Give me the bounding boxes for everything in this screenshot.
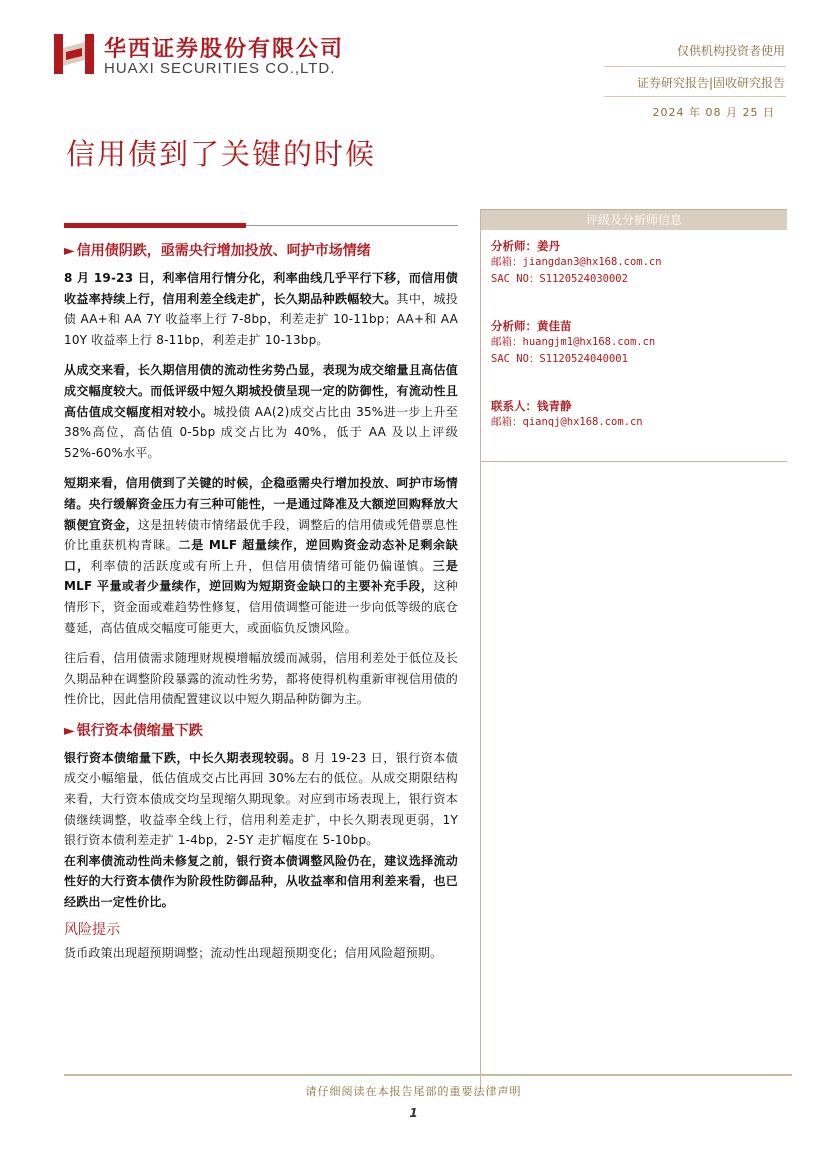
huaxi-logo-icon xyxy=(54,34,94,74)
header-divider xyxy=(604,96,786,97)
institutional-only-label: 仅供机构投资者使用 xyxy=(676,44,785,58)
report-title: 信用债到了关键的时候 xyxy=(66,137,377,171)
analyst-sac: SAC NO：S1120524040001 xyxy=(491,353,628,365)
company-name-en: HUAXI SECURITIES CO.,LTD. xyxy=(104,60,336,77)
arrow-right-icon: ► xyxy=(64,243,75,259)
contact-email[interactable]: 邮箱：qianqj@hx168.com.cn xyxy=(491,416,643,428)
analyst-email[interactable]: 邮箱：jiangdan3@hx168.com.cn xyxy=(491,256,662,268)
analyst-card xyxy=(481,238,787,288)
analyst-name: 分析师：黄佳苗 xyxy=(491,319,572,333)
report-date: 2024 年 08 月 25 日 xyxy=(652,106,775,119)
main-content xyxy=(64,240,458,973)
header-divider xyxy=(604,66,786,67)
page-number: 1 xyxy=(409,1106,418,1120)
risk-section xyxy=(64,919,458,964)
analyst-card xyxy=(481,318,787,368)
sidebar-divider xyxy=(481,461,787,462)
company-name-cn: 华西证券股份有限公司 xyxy=(104,37,345,62)
accent-bar xyxy=(64,223,246,228)
section-liquidity xyxy=(64,240,458,710)
section-heading: ► 银行资本债缩量下跌 xyxy=(64,722,203,739)
risk-heading: 风险提示 xyxy=(64,921,120,938)
section-bank-capital xyxy=(64,720,458,913)
paragraph: 从成交来看，长久期信用债的流动性劣势凸显，表现为成交缩量且高估值成交幅度较大。而低评级中短久期城投债呈现一定的防御性，有流动性且高估值成交幅度相对较小。城投债 AA(2)成交占比由 35%进一步上升至 38%高位，高估值 0-5bp 成交占比为 40%，低于 AA 及以上评级 52%-60%水平。 xyxy=(64,363,459,460)
legal-notice: 请仔细阅读在本报告尾部的重要法律声明 xyxy=(305,1085,522,1098)
paragraph: 往后看，信用债需求随理财规模增幅放缓而减弱，信用利差处于低位及长久期品种在调整阶段暴露的流动性劣势，都将使得机构重新审视信用债的性价比，因此信用债配置建议以中短久期品种防御为主。 xyxy=(64,651,458,707)
analyst-sidebar xyxy=(480,209,787,1089)
paragraph: 短期来看，信用债到了关键的时候，企稳亟需央行增加投放、呵护市场情绪。央行缓解资金压力有三种可能性，一是通过降准及大额逆回购释放大额便宜资金，这是扭转债市情绪最优手段，调整后的信用债或凭借票息性价比重获机构青睐。二是 MLF 超量续作，逆回购资金动态补足剩余缺口，利率债的活跃度或有所上升，但信用债情绪可能仍偏谨慎。三是 MLF 平量或者少量续作，逆回购为短期资金缺口的主要补充手段，这种情形下，资金面或难趋势性修复，信用债调整可能进一步向低等级的底仓蔓延，高估值成交幅度可能更大，或面临负反馈风险。 xyxy=(64,476,459,635)
report-type-label: 证券研究报告|固收研究报告 xyxy=(636,76,785,90)
analyst-email[interactable]: 邮箱：huangjm1@hx168.com.cn xyxy=(491,336,656,348)
analyst-name: 分析师：姜丹 xyxy=(491,239,560,253)
section-heading: ► 信用债阴跌，亟需央行增加投放、呵护市场情绪 xyxy=(64,243,371,259)
title-divider xyxy=(246,225,458,226)
sidebar-title: 评级及分析师信息 xyxy=(481,209,787,230)
contact-name: 联系人：钱青静 xyxy=(491,399,572,413)
risk-text: 货币政策出现超预期调整；流动性出现超预期变化；信用风险超预期。 xyxy=(64,945,443,960)
footer-divider xyxy=(64,1074,792,1076)
paragraph: 银行资本债缩量下跌，中长久期表现较弱。8 月 19-23 日，银行资本债成交小幅缩量，低估值成交占比再回 30%左右的低位。从成交期限结构来看，大行资本债成交均呈现缩久期现象。对应到市场表现上，银行资本债继续调整，收益率全线上行，信用利差走扩，中长久期表现更弱，1Y 银行资本债利差走扩 1-4bp，2-5Y 走扩幅度在 5-10bp。 xyxy=(64,750,458,848)
paragraph: 在利率债流动性尚未修复之前，银行资本债调整风险仍在，建议选择流动性好的大行资本债作为阶段性防御品种，从收益率和信用利差来看，也已经跌出一定性价比。 xyxy=(64,853,458,910)
paragraph: 8 月 19-23 日，利率信用行情分化，利率曲线几乎平行下移，而信用债收益率持续上行，信用利差全线走扩，长久期品种跌幅较大。其中，城投债 AA+和 AA 7Y 收益率上行 7-8bp，利差走扩 10-11bp；AA+和 AA 10Y 收益率上行 8-11bp，利差走扩 10-13bp。 xyxy=(64,271,458,347)
contact-card xyxy=(481,398,787,431)
analyst-sac: SAC NO：S1120524030002 xyxy=(491,273,628,285)
arrow-right-icon: ► xyxy=(64,722,75,739)
